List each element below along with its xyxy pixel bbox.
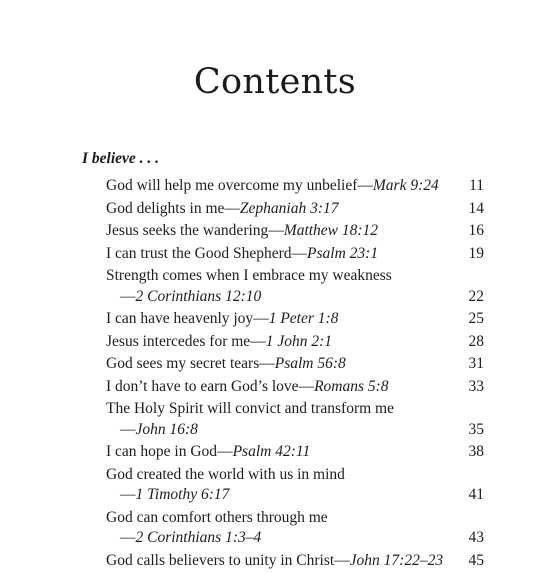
toc-entry-dash: —: [224, 199, 240, 217]
toc-entry-title: I don’t have to earn God’s love: [106, 377, 299, 395]
toc-entry-page-number: 14: [468, 199, 484, 217]
toc-entry: [106, 508, 486, 549]
toc-entry: [106, 244, 486, 265]
toc-entry-title: Jesus intercedes for me: [106, 332, 251, 350]
toc-entry-dash: —: [298, 377, 315, 395]
toc-entry-line-continued: [106, 420, 486, 441]
toc-entry-title: I can have heavenly joy: [106, 310, 254, 327]
toc-entry: [106, 309, 486, 330]
toc-entry-line: [106, 244, 486, 265]
table-of-contents: [106, 176, 486, 573]
toc-entry-line-continued: [106, 485, 486, 506]
toc-entry-page-number: 38: [468, 443, 484, 460]
toc-entry-page-number: 43: [468, 529, 484, 546]
toc-entry: [106, 221, 486, 242]
toc-entry-page-number: 31: [468, 355, 484, 372]
toc-entry-line: [106, 176, 486, 197]
toc-entry-page-number: 35: [468, 420, 484, 438]
toc-entry-line: [106, 399, 486, 420]
toc-entry-reference: Psalm 42:11: [232, 443, 311, 460]
toc-entry-reference: Zephaniah 3:17: [239, 199, 339, 217]
toc-entry-reference: Psalm 23:1: [307, 244, 379, 262]
toc-entry-reference: 1 Timothy 6:17: [135, 486, 230, 503]
toc-entry-line: [106, 199, 486, 220]
toc-entry-reference: Romans 5:8: [314, 377, 389, 395]
toc-entry-page-number: 19: [468, 244, 484, 262]
toc-entry-line: [106, 354, 486, 375]
toc-entry-dash: —: [120, 420, 136, 438]
toc-entry: [106, 551, 486, 572]
toc-entry-title: God calls believers to unity in Christ: [106, 551, 335, 569]
toc-entry-title: I can hope in God: [106, 443, 218, 460]
section-heading: I believe . . .: [82, 150, 160, 167]
toc-entry-page-number: 33: [468, 377, 484, 395]
toc-entry-title: Strength comes when I embrace my weakness: [106, 267, 392, 284]
toc-entry-title: God will help me overcome my unbelief: [106, 177, 358, 194]
toc-entry-dash: —: [253, 310, 269, 327]
toc-entry-line: [106, 309, 486, 330]
toc-entry-line: [106, 377, 486, 398]
toc-entry-dash: —: [259, 355, 275, 372]
toc-entry-title: God sees my secret tears: [106, 355, 260, 372]
toc-entry-reference: Psalm 56:8: [274, 355, 346, 372]
toc-entry-reference: Matthew 18:12: [283, 222, 379, 239]
toc-entry: [106, 266, 486, 307]
toc-entry-line: [106, 332, 486, 353]
toc-entry-page-number: 16: [468, 222, 484, 239]
toc-entry-title: God delights in me: [106, 199, 225, 217]
toc-entry: [106, 199, 486, 220]
toc-entry-line: [106, 551, 486, 572]
toc-entry-title: I can trust the Good Shepherd: [106, 244, 292, 262]
toc-entry-line: [106, 508, 486, 529]
toc-entry-title: God can comfort others through me: [106, 508, 328, 526]
toc-entry-dash: —: [217, 443, 233, 460]
toc-entry-dash: —: [120, 486, 136, 503]
toc-entry-line: [106, 266, 486, 287]
toc-entry-line: [106, 221, 486, 242]
toc-entry-reference: 1 John 2:1: [265, 332, 332, 350]
toc-entry-dash: —: [120, 287, 136, 305]
toc-entry-dash: —: [334, 551, 350, 569]
toc-entry-dash: —: [250, 332, 266, 350]
toc-entry: [106, 377, 486, 398]
page-title: Contents: [193, 62, 357, 102]
toc-entry-page-number: 25: [468, 310, 484, 327]
toc-entry-title: The Holy Spirit will convict and transform me: [106, 400, 394, 417]
toc-entry-title: God created the world with us in mind: [106, 465, 345, 483]
toc-entry: [106, 176, 486, 197]
toc-entry-page-number: 41: [468, 486, 484, 503]
toc-entry-dash: —: [357, 177, 373, 194]
toc-entry-line: [106, 442, 486, 463]
toc-entry-reference: John 16:8: [135, 420, 198, 438]
toc-entry-reference: John 17:22–23: [349, 551, 444, 569]
toc-entry-reference: 1 Peter 1:8: [268, 310, 339, 327]
toc-entry-reference: Mark 9:24: [372, 177, 439, 194]
toc-entry-dash: —: [120, 529, 136, 546]
toc-entry-page-number: 11: [469, 177, 484, 194]
toc-entry-dash: —: [268, 222, 284, 239]
toc-entry-reference: 2 Corinthians 12:10: [135, 287, 262, 305]
toc-entry-title: Jesus seeks the wandering: [106, 222, 269, 239]
toc-entry-line-continued: [106, 287, 486, 308]
toc-entry: [106, 442, 486, 463]
toc-entry-line-continued: [106, 528, 486, 549]
toc-entry: [106, 465, 486, 506]
toc-entry-page-number: 22: [468, 287, 484, 305]
toc-entry-page-number: 28: [468, 332, 484, 350]
toc-entry-dash: —: [291, 244, 308, 262]
toc-entry: [106, 354, 486, 375]
toc-entry-page-number: 45: [468, 551, 484, 569]
toc-entry: [106, 399, 486, 440]
toc-entry: [106, 332, 486, 353]
toc-entry-line: [106, 465, 486, 486]
toc-entry-reference: 2 Corinthians 1:3–4: [135, 529, 262, 546]
